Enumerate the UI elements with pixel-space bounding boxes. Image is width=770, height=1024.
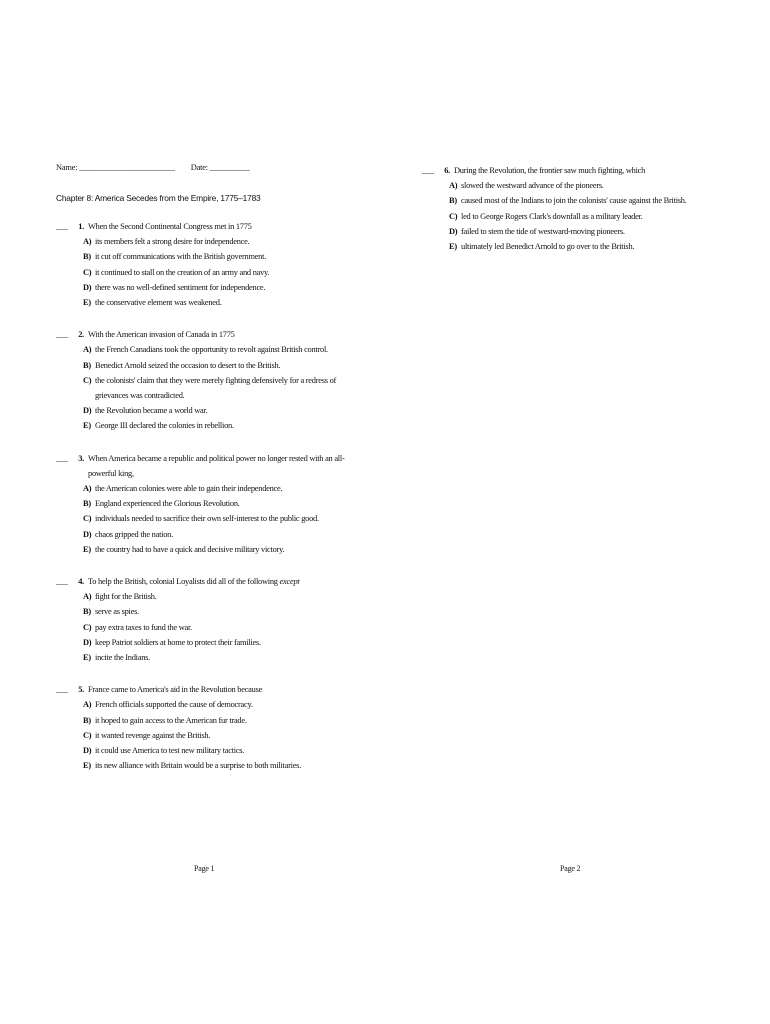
option-text: its new alliance with Britain would be a surprise to both militaries. [95, 761, 302, 771]
answer-blank[interactable]: ___ [56, 685, 68, 695]
option-text: the colonists' claim that they were merely fighting defensively for a redress of grievances was contradicted. [95, 375, 337, 401]
option-text: Benedict Arnold seized the occasion to desert to the British. [95, 360, 281, 370]
page-number-2: Page 2 [560, 864, 581, 873]
option-letter: E) [83, 421, 91, 431]
option-text: it continued to stall on the creation of an army and navy. [95, 267, 270, 277]
question-text-main: France came to America's aid in the Revolution because [88, 685, 263, 695]
question-4 [56, 574, 386, 665]
option-text: ultimately led Benedict Arnold to go over to the British. [461, 242, 635, 252]
option-text: caused most of the Indians to join the colonists' cause against the British. [461, 196, 687, 206]
option-text: incite the Indians. [95, 653, 151, 663]
option-text: it hoped to gain access to the American fur trade. [95, 715, 247, 725]
option-text: fight for the British. [95, 592, 157, 602]
option-letter: E) [449, 242, 457, 252]
question-3 [56, 451, 386, 557]
answer-option[interactable] [56, 342, 386, 357]
question-text-main: During the Revolution, the frontier saw much fighting, which [454, 166, 646, 175]
answer-option[interactable] [56, 589, 386, 604]
option-letter: C) [83, 375, 92, 385]
option-text: failed to stem the tide of westward-moving pioneers. [461, 226, 625, 236]
question-text-main: When America became a republic and political power no longer rested with an all-powerful king, [88, 453, 345, 478]
option-letter: B) [83, 715, 91, 725]
question-text-main: To help the British, colonial Loyalists did all of the following [88, 577, 278, 587]
answer-option[interactable] [56, 527, 386, 542]
option-letter: A) [449, 181, 458, 191]
option-letter: D) [83, 637, 92, 647]
question-stem [422, 163, 722, 178]
answer-blank[interactable]: ___ [422, 166, 434, 175]
right-column [422, 163, 722, 271]
answer-option[interactable] [56, 496, 386, 511]
question-text-emphasis: except [279, 577, 300, 587]
answer-option[interactable] [56, 418, 386, 433]
question-number: 2. [78, 330, 84, 340]
option-letter: A) [83, 484, 92, 494]
question-text-main: When the Second Continental Congress met in 1775 [88, 222, 252, 231]
option-text: the American colonies were able to gain their independence. [95, 484, 283, 494]
question-stem [56, 219, 386, 234]
answer-option[interactable] [56, 358, 386, 373]
answer-option[interactable] [56, 403, 386, 418]
option-text: keep Patriot soldiers at home to protect their families. [95, 637, 261, 647]
option-text: the country had to have a quick and decisive military victory. [95, 544, 285, 554]
option-letter: D) [83, 282, 92, 292]
answer-blank[interactable]: ___ [56, 453, 68, 463]
answer-option[interactable] [56, 280, 386, 295]
option-text: the Revolution became a world war. [95, 406, 208, 416]
option-letter: E) [83, 761, 91, 771]
option-letter: B) [83, 607, 91, 617]
option-text: pay extra taxes to fund the war. [95, 622, 192, 632]
answer-option[interactable] [56, 265, 386, 280]
option-text: it wanted revenge against the British. [95, 730, 211, 740]
option-letter: C) [83, 622, 92, 632]
option-letter: C) [83, 730, 92, 740]
option-text: slowed the westward advance of the pioneers. [461, 181, 604, 191]
option-letter: D) [449, 226, 458, 236]
option-letter: E) [83, 298, 91, 308]
option-text: chaos gripped the nation. [95, 529, 173, 539]
question-stem [56, 682, 386, 697]
option-letter: C) [83, 514, 92, 524]
option-text: individuals needed to sacrifice their own self-interest to the public good. [95, 514, 319, 524]
option-letter: B) [83, 499, 91, 509]
answer-option[interactable] [56, 542, 386, 557]
option-letter: A) [83, 700, 92, 710]
answer-option[interactable] [56, 620, 386, 635]
option-text: the French Canadians took the opportunity to revolt against British control. [95, 345, 328, 355]
question-text [88, 219, 363, 234]
option-letter: C) [449, 211, 458, 221]
answer-option[interactable] [56, 481, 386, 496]
question-number: 6. [444, 166, 450, 175]
option-letter: E) [83, 653, 91, 663]
left-column [56, 163, 386, 791]
option-text: it could use America to test new military tactics. [95, 746, 245, 756]
answer-option[interactable] [422, 178, 722, 193]
question-text [454, 163, 704, 178]
question-6 [422, 163, 722, 254]
option-text: the conservative element was weakened. [95, 298, 222, 308]
option-letter: B) [83, 252, 91, 262]
answer-option[interactable] [422, 224, 722, 239]
answer-blank[interactable]: ___ [56, 330, 68, 340]
option-letter: B) [449, 196, 457, 206]
option-text: England experienced the Glorious Revolution. [95, 499, 240, 509]
question-text [88, 451, 363, 481]
option-letter: B) [83, 360, 91, 370]
question-text-main: With the American invasion of Canada in 1775 [88, 330, 235, 340]
answer-option[interactable] [56, 650, 386, 665]
option-text: its members felt a strong desire for independence. [95, 237, 250, 247]
question-1 [56, 219, 386, 310]
option-letter: A) [83, 237, 92, 247]
page-number-1: Page 1 [194, 864, 215, 873]
answer-option[interactable] [56, 295, 386, 310]
header-line [56, 163, 386, 177]
question-text [88, 682, 363, 697]
answer-option[interactable] [56, 511, 386, 526]
question-number: 3. [78, 453, 84, 463]
date-field-label[interactable]: Date: __________ [190, 163, 250, 172]
answer-blank[interactable]: ___ [56, 222, 68, 231]
question-text [88, 327, 363, 342]
answer-option[interactable] [56, 234, 386, 249]
answer-option[interactable] [56, 635, 386, 650]
option-text: French officials supported the cause of democracy. [95, 700, 253, 710]
answer-option[interactable] [56, 743, 386, 758]
answer-option[interactable] [422, 209, 722, 224]
option-letter: D) [83, 529, 92, 539]
option-letter: E) [83, 544, 91, 554]
question-text [88, 574, 363, 589]
option-letter: D) [83, 406, 92, 416]
option-text: led to George Rogers Clark's downfall as a military leader. [461, 211, 643, 221]
name-field-label[interactable]: Name: ________________________ [56, 163, 175, 172]
question-stem [56, 327, 386, 342]
question-stem [56, 574, 386, 589]
answer-option[interactable] [56, 604, 386, 619]
answer-option[interactable] [56, 697, 386, 712]
question-number: 1. [78, 222, 84, 231]
option-text: it cut off communications with the British government. [95, 252, 267, 262]
option-text: George III declared the colonies in rebellion. [95, 421, 234, 431]
answer-option[interactable] [56, 373, 386, 403]
question-2 [56, 327, 386, 433]
question-number: 5. [78, 685, 84, 695]
question-list-left [56, 219, 386, 774]
answer-blank[interactable]: ___ [56, 577, 68, 587]
answer-option[interactable] [56, 728, 386, 743]
question-stem [56, 451, 386, 481]
question-number: 4. [78, 577, 84, 587]
answer-option[interactable] [56, 249, 386, 264]
question-5 [56, 682, 386, 773]
option-text: serve as spies. [95, 607, 139, 617]
option-letter: A) [83, 592, 92, 602]
option-text: there was no well-defined sentiment for independence. [95, 282, 266, 292]
option-letter: D) [83, 746, 92, 756]
option-letter: A) [83, 345, 92, 355]
question-list-right [422, 163, 722, 254]
answer-option[interactable] [56, 713, 386, 728]
answer-option[interactable] [56, 758, 386, 773]
option-letter: C) [83, 267, 92, 277]
answer-option[interactable] [422, 239, 722, 254]
page-title: Chapter 8: America Secedes from the Empire, 1775–1783 [56, 193, 261, 203]
answer-option[interactable] [422, 193, 722, 208]
